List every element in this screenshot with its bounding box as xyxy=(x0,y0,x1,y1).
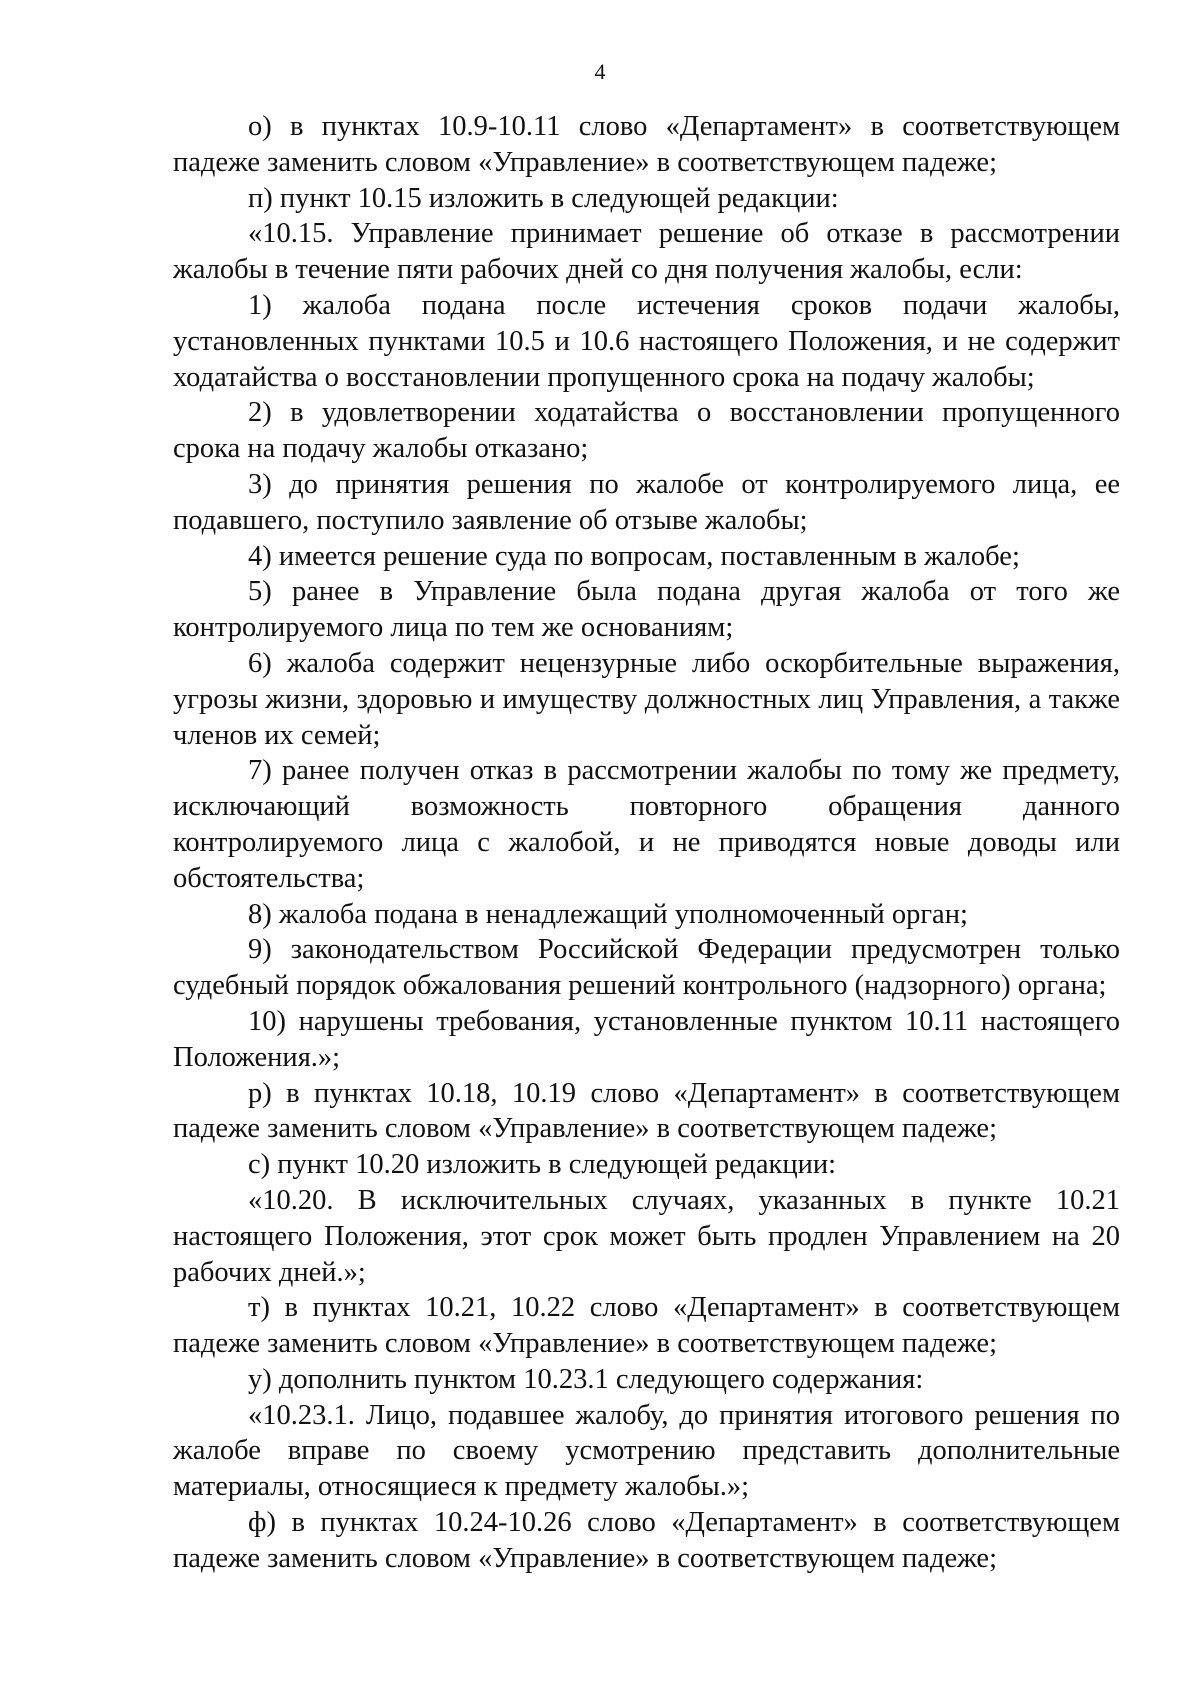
paragraph-s: с) пункт 10.20 изложить в следующей редакции: xyxy=(248,1149,837,1181)
paragraph-r: р) в пунктах 10.18, 10.19 слово «Департамент» в соответствующем падеже заменить словом «Управление» в соответствующем падеже; xyxy=(173,1077,1120,1145)
list-item-7: 7) ранее получен отказ в рассмотрении жалобы по тому же предмету, исключающий возможность повторного обращения данного контролируемого лица с жалобой, и не приводятся новые доводы или обстоятельства; xyxy=(173,755,1120,894)
paragraph-10-23-1: «10.23.1. Лицо, подавшее жалобу, до принятия итогового решения по жалобе вправе по своему усмотрению представить дополнительные материалы, относящиеся к предмету жалобы.»; xyxy=(173,1399,1120,1503)
paragraph-t: т) в пунктах 10.21, 10.22 слово «Департамент» в соответствующем падеже заменить словом «Управление» в соответствующем падеже; xyxy=(173,1292,1120,1360)
list-item-2: 2) в удовлетворении ходатайства о восстановлении пропущенного срока на подачу жалобы отказано; xyxy=(173,397,1120,465)
list-item-8: 8) жалоба подана в ненадлежащий уполномоченный орган; xyxy=(248,898,968,930)
list-item-3: 3) до принятия решения по жалобе от контролируемого лица, ее подавшего, поступило заявление об отзыве жалобы; xyxy=(173,468,1120,536)
page-number: 4 xyxy=(594,59,606,84)
list-item-10: 10) нарушены требования, установленные пунктом 10.11 настоящего Положения.»; xyxy=(173,1005,1120,1073)
paragraph-p: п) пункт 10.15 изложить в следующей редакции: xyxy=(248,182,839,214)
list-item-1: 1) жалоба подана после истечения сроков подачи жалобы, установленных пунктами 10.5 и 10.6 настоящего Положения, и не содержит ходатайства о восстановлении пропущенного срока на подачу жалобы; xyxy=(173,289,1120,393)
list-item-5: 5) ранее в Управление была подана другая жалоба от того же контролируемого лица по тем же основаниям; xyxy=(173,576,1120,644)
paragraph-o: о) в пунктах 10.9-10.11 слово «Департамент» в соответствующем падеже заменить словом «Управление» в соответствующем падеже; xyxy=(173,111,1120,178)
paragraph-f: ф) в пунктах 10.24-10.26 слово «Департамент» в соответствующем падеже заменить словом «Управление» в соответствующем падеже; xyxy=(173,1507,1120,1574)
paragraph-10-20: «10.20. В исключительных случаях, указанных в пункте 10.21 настоящего Положения, этот срок может быть продлен Управлением на 20 рабочих дней.»; xyxy=(173,1184,1120,1288)
paragraph-u: у) дополнить пунктом 10.23.1 следующего содержания: xyxy=(248,1363,924,1395)
list-item-9: 9) законодательством Российской Федерации предусмотрен только судебный порядок обжалования решений контрольного (надзорного) органа; xyxy=(173,934,1120,1002)
document-body xyxy=(173,109,1120,1577)
list-item-4: 4) имеется решение суда по вопросам, поставленным в жалобе; xyxy=(248,540,1020,572)
list-item-6: 6) жалоба содержит нецензурные либо оскорбительные выражения, угрозы жизни, здоровью и имуществу должностных лиц Управления, а также членов их семей; xyxy=(173,647,1120,751)
paragraph-10-15: «10.15. Управление принимает решение об отказе в рассмотрении жалобы в течение пяти рабочих дней со дня получения жалобы, если: xyxy=(173,218,1120,286)
